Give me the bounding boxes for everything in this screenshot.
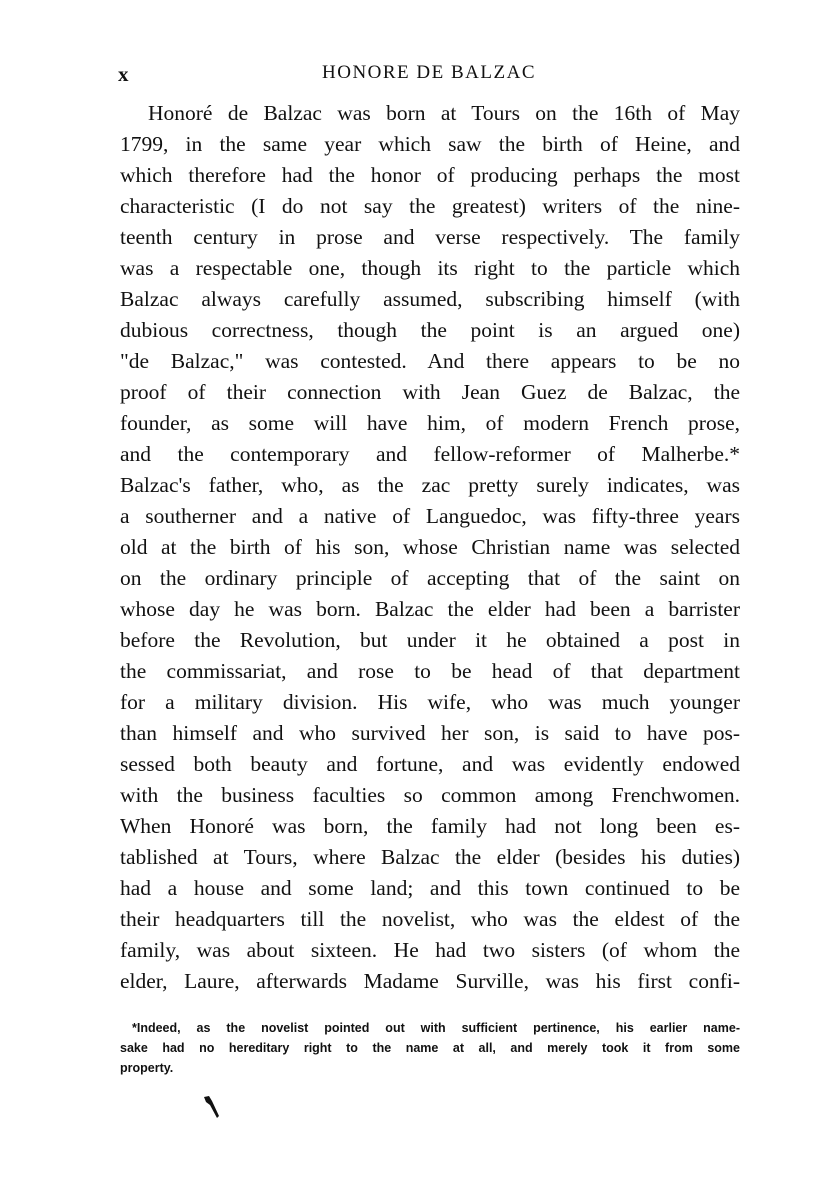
page-header bbox=[118, 62, 740, 88]
text-line: and the contemporary and fellow-reformer of Malherbe.* bbox=[120, 442, 740, 466]
text-line: Balzac always carefully assumed, subscribing himself (with bbox=[120, 287, 740, 311]
text-line: Honoré de Balzac was born at Tours on the 16th of May bbox=[148, 101, 740, 125]
footnote-line: property. bbox=[120, 1061, 174, 1075]
text-line: on the ordinary principle of accepting that of the saint on bbox=[120, 566, 740, 590]
text-line: dubious correctness, though the point is an argued one) bbox=[120, 318, 740, 342]
text-line: characteristic (I do not say the greatest) writers of the nine- bbox=[120, 194, 740, 218]
text-line: whose day he was born. Balzac the elder had been a barrister bbox=[120, 597, 740, 621]
text-line: sessed both beauty and fortune, and was evidently endowed bbox=[120, 752, 740, 776]
text-line: a southerner and a native of Languedoc, was fifty-three years bbox=[120, 504, 740, 528]
text-line: "de Balzac," was contested. And there appears to be no bbox=[120, 349, 740, 373]
text-line: teenth century in prose and verse respectively. The family bbox=[120, 225, 740, 249]
text-line: had a house and some land; and this town continued to be bbox=[120, 876, 740, 900]
footnote-line: sake had no hereditary right to the name at all, and merely took it from some bbox=[120, 1041, 740, 1055]
text-line: 1799, in the same year which saw the birth of Heine, and bbox=[120, 132, 740, 156]
text-line: old at the birth of his son, whose Christian name was selected bbox=[120, 535, 740, 559]
text-line: Balzac's father, who, as the zac pretty surely indicates, was bbox=[120, 473, 740, 497]
text-line: founder, as some will have him, of modern French prose, bbox=[120, 411, 740, 435]
text-line: elder, Laure, afterwards Madame Surville, was his first confi- bbox=[120, 969, 740, 993]
body-paragraph bbox=[120, 98, 740, 997]
text-line: which therefore had the honor of producing perhaps the most bbox=[120, 163, 740, 187]
running-title: HONORE DE BALZAC bbox=[322, 62, 536, 83]
page-number: x bbox=[118, 62, 129, 86]
text-line: tablished at Tours, where Balzac the elder (besides his duties) bbox=[120, 845, 740, 869]
footnote bbox=[120, 1018, 740, 1078]
footnote-line: *Indeed, as the novelist pointed out with sufficient pertinence, his earlier name- bbox=[132, 1021, 740, 1035]
text-line: before the Revolution, but under it he obtained a post in bbox=[120, 628, 740, 652]
text-line: for a military division. His wife, who was much younger bbox=[120, 690, 740, 714]
text-line: When Honoré was born, the family had not long been es- bbox=[120, 814, 740, 838]
text-line: with the business faculties so common among Frenchwomen. bbox=[120, 783, 740, 807]
text-line: family, was about sixteen. He had two sisters (of whom the bbox=[120, 938, 740, 962]
text-line: their headquarters till the novelist, who was the eldest of the bbox=[120, 907, 740, 931]
text-line: was a respectable one, though its right to the particle which bbox=[120, 256, 740, 280]
ink-mark-icon bbox=[203, 1095, 221, 1119]
text-line: the commissariat, and rose to be head of that department bbox=[120, 659, 740, 683]
text-line: than himself and who survived her son, is said to have pos- bbox=[120, 721, 740, 745]
text-line: proof of their connection with Jean Guez de Balzac, the bbox=[120, 380, 740, 404]
